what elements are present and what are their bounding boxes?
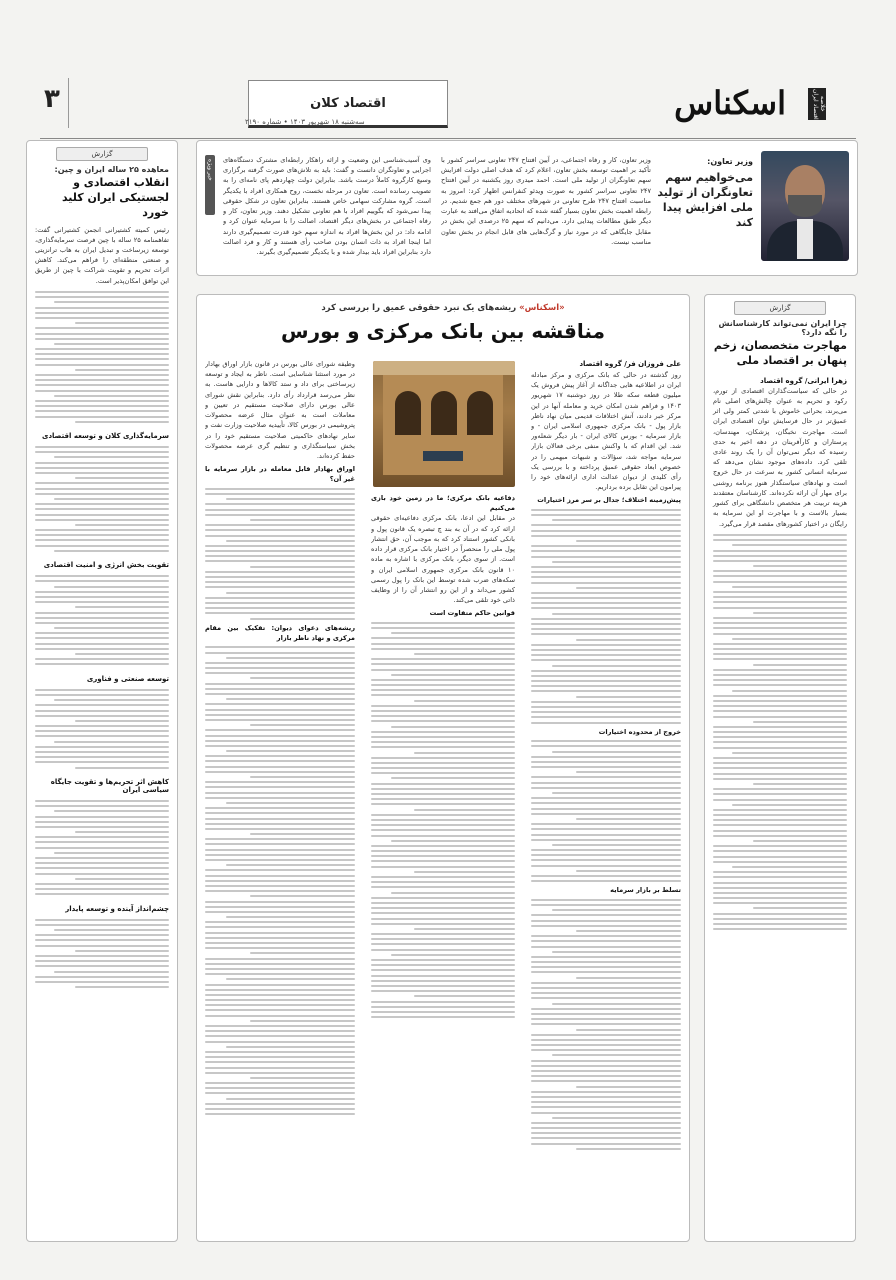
logo-text: اسکناس xyxy=(674,84,786,122)
left-report-lines-4 xyxy=(27,684,177,774)
main-column-2 xyxy=(371,493,515,1229)
main-title: مناقشه بین بانک مرکزی و بورس xyxy=(281,319,605,343)
report-kicker: چرا ایران نمی‌تواند کارشناسانش را نگه دارد؟ xyxy=(718,319,847,337)
left-report-lines-3 xyxy=(27,570,177,671)
minister-portrait xyxy=(761,151,849,261)
top-story-box xyxy=(196,140,858,276)
main-subhead-3: اوراق بهادار قابل معامله در بازار سرمایه با غیر آن؟ xyxy=(205,465,355,484)
section-title: اقتصاد کلان xyxy=(248,80,448,128)
report-column-right xyxy=(704,294,856,1242)
main-subhead-2: قوانین حاکم متفاوت است xyxy=(429,609,515,618)
top-story-side-tag xyxy=(205,155,215,215)
left-subhead-5: چشم‌انداز آینده و توسعه پایدار xyxy=(65,904,169,913)
left-report-lines-2 xyxy=(27,441,177,557)
bank-building-photo xyxy=(373,361,515,487)
main-kicker xyxy=(197,303,689,313)
top-story-text-left: وی آسیب‌شناسی این وضعیت و ارائه راهکار رابطه‌ای مشترک دستگاه‌های اجرایی و تعاونگران دانست و گفت: باید به تلاش‌های صورت گرفته برگزاری وسیع کارگروه کاملاً درست باشد. بنابراین دولت چهاردهم پای نامه‌ای را به تصویب رسانده است. تعاون در مرحله نخست، روح همکاری افراد با یکدیگر است. گروه مشارکت سهامی خاص هستند. بنابراین تعاون در شکل حقوقی پیدا نمی‌شود که بگوییم افراد با هم تعاونی تشکیل دهند. وزیر تعاون، کار و رفاه اجتماعی در بخش‌های دیگر اقتصاد، اصالت را با سرمایه عنوان کرد و ادامه داد: در این بخش‌ها افراد به اندازه سهم خود قدرت تصمیم‌گیری دارند اما اینجا افراد به ذات انسان بودن صاحب رأی هستند و کار و فرد اصالت دارد بنابراین افراد باید بیدار شده و با یکدیگر تصمیم‌گیری بگیرند. xyxy=(223,156,431,256)
main-col1-text: روز گذشته در حالی که بانک مرکزی و مرکز مبادله ایران در اطلاعیه هایی جداگانه از آغاز پیش فروش یک میلیون قطعه سکه طلا در روز دوشنبه ۱۷ شهریور ۱۴۰۳ و فراهم شدن امکان خرید و معامله آنها در این مرکز خبر دادند، آتش اختلافات قدیمی میان نهاد ناظر بازار پول - بانک مرکزی جمهوری اسلامی ایران - و بازار سرمایه - بورس کالای ایران - بار دیگر شعله‌ور شد. این اقدام که با واکنش منفی برخی فعالان بازار سرمایه مواجه شد، سؤالات و شبهات مبهمی را در خصوص ابعاد حقوقی عمیق پرداخته و با بررسی یک رأی کلیدی از دیوان عدالت اداری ارائه‌های خود را پیرامون این تقابل برده برداریم. xyxy=(531,370,681,492)
main-subhead-1: دفاعیه بانک مرکزی؛ ما در زمین خود بازی می‌کنیم xyxy=(371,494,515,513)
side-tag-text: خبر ویژه xyxy=(206,159,214,181)
report-headline: مهاجرت متخصصان، زخم پنهان بر اقتصاد ملی xyxy=(713,339,847,367)
left-report-tag: گزارش xyxy=(56,147,148,161)
top-story-text-right: وزیر تعاون، کار و رفاه اجتماعی، در آیین افتتاح ۲۴۷ تعاونی سراسر کشور با تأکید بر اهمیت توسعه بخش تعاون، اعلام کرد که هدف اصلی دولت افزایش سهم تعاونگران از تولید ملی است. احمد میدری روز یکشنبه در آیین افتتاح ۲۴۷ تعاونی سراسر کشور به صورت ویدئو کنفرانس اظهار کرد: امروز به مناسبت افتتاح ۲۴۷ طرح تعاونی در شهرهای مختلف دور هم جمع شدیم. در رابطه اهمیت بخش تعاون بسیار گفته شده که اتحادیه اتفاق می‌افتد به عبارت دیگر طبق مطالعات پیدایی دارد. می‌دانیم که سهم ۲۵ درصدی این بخش در مقابل جایگاهی که در مورد نیاز و گرگ‌هایی های قابل انجام در بخش تعاون مناسب نیست. xyxy=(441,156,651,246)
report-byline: زهرا ایرانی/ گروه اقتصاد xyxy=(760,376,847,385)
main-kicker-text: ریشه‌های یک نبرد حقوقی عمیق را بررسی کرد xyxy=(321,303,517,313)
top-story-headline: می‌خواهیم سهم تعاونگران از تولید ملی افزایش پیدا کند xyxy=(657,171,753,229)
left-subhead-2: تقویت بخش انرژی و امنیت اقتصادی xyxy=(43,561,169,570)
main-subhead-6: خروج از محدوده اختیارات xyxy=(598,727,681,736)
main-column-1 xyxy=(531,359,681,1229)
photo-arch xyxy=(395,391,421,435)
main-kicker-brand: «اسکناس» xyxy=(519,303,565,313)
left-report-body: رئیس کمیته کشتیرانی انجمن کشتیرانی گفت: تفاهمنامه ۲۵ ساله با چین فرصت سرمایه‌گذاری، توسعه زیرساخت و تبدیل ایران به هاب ترانزیتی و صنعتی منطقه‌ای را فراهم می‌کند. کاهش اثرات تحریم و تقویت شراکت با چین از طریق این توافق امکان‌پذیر است. xyxy=(35,225,169,285)
left-report-lines-6 xyxy=(27,914,177,994)
main-col1-lines-a xyxy=(531,509,681,724)
main-col2-lines xyxy=(371,622,515,1018)
main-byline: علی فروزان فر/ گروه اقتصاد xyxy=(579,360,681,368)
portrait-shirt xyxy=(797,219,813,259)
main-column-3 xyxy=(205,359,355,1229)
left-report-kicker: معاهده ۲۵ ساله ایران و چین: xyxy=(54,165,169,174)
photo-arch xyxy=(431,391,457,435)
photo-sky xyxy=(373,361,515,375)
header-divider xyxy=(68,78,69,128)
left-report-lines-1 xyxy=(27,286,177,428)
left-report-lines-5 xyxy=(27,795,177,901)
page-header xyxy=(40,72,856,139)
main-subhead-5: پیش‌زمینه اختلاف؛ جدال بر سر مرز اختیارات xyxy=(537,496,681,505)
main-col3-lines-a xyxy=(205,488,355,620)
report-body: در حالی که سیاست‌گذاران اقتصادی از تورم، رکود و تحریم به عنوان چالش‌های اصلی نام می‌برند، بحرانی خاموش با شدتی کمتر ولی اثر عمیق‌تر در حال فرسایش توان اقتصادی ایران است. مهاجرت نخبگان، پزشکان، مهندسان، پرستاران و کارآفرینان در دهه اخیر به حدی رسیده که دیگر نمی‌توان آن را یک روند عادی تلقی کرد. داده‌های موجود نشان می‌دهد که سرمایه انسانی کشور به سرعت در حال خروج است و نهادهای سیاستگذار هنوز برنامه روشنی برای مهار آن ارائه نکرده‌اند. کارشناسان معتقدند هزینه تربیت هر متخصص دانشگاهی برای کشور بسیار بالاست و با مهاجرت او این سرمایه به رایگان در اختیار کشورهای مقصد قرار می‌گیرد. xyxy=(713,386,847,528)
left-subhead-1: سرمایه‌گذاری کلان و توسعه اقتصادی xyxy=(42,431,169,440)
main-col2-text: در مقابل این ادعا، بانک مرکزی دفاعیه‌ای حقوقی ارائه کرد که در آن به بند چ تبصره یک قانون پول و بانکی کشور استناد کرد که به موجب آن، حق انتشار پول ملی را منحصراً در اختیار بانک مرکزی قرار داده است. از سوی دیگر، بانک مرکزی با اشاره به ماده ۱۰ قانون بانک مرکزی جمهوری اسلامی ایران و سکه‌های ضرب شده توسط این بانک را پول رسمی کشور می‌داند و از این رو انتشار آن را از وظایف ذاتی خود تلقی می‌کند. xyxy=(371,514,515,605)
report-tag: گزارش xyxy=(734,301,826,315)
photo-sign xyxy=(423,451,463,461)
main-col3-lines-b xyxy=(205,646,355,1115)
dateline: سه‌شنبه ۱۸ شهریور ۱۴۰۳ • شماره ۲۱۹۰ xyxy=(245,118,365,126)
logo-subtitle: خلاصه اقتصاد ایران xyxy=(808,88,826,120)
page-number: ۳ xyxy=(44,84,60,114)
report-body-continued xyxy=(705,529,855,936)
main-subhead-7: تسلط بر بازار سرمایه xyxy=(610,886,681,895)
main-article xyxy=(196,294,690,1242)
main-subhead-4: ریشه‌های دعوای دیوان: تفکیک بین مقام مرکزی و نهاد ناظر بازار xyxy=(205,623,355,642)
photo-arch xyxy=(467,391,493,435)
top-story-kicker: وزیر تعاون: xyxy=(707,157,753,166)
report-column-left xyxy=(26,140,178,1242)
masthead-logo[interactable] xyxy=(676,84,826,122)
main-col3-text: وظیفه شورای عالی بورس در قانون بازار اوراق بهادار در مورد استثنا شناسایی است. ناظر به ایجاد و توسعه زیرساختی برای داد و ستد کالاها و دارایی هاست. به نظر می‌رسد قرارداد رأی دارد. بنابراین نقش شورای عالی بورس دارای صلاحیت مستقیم در تعیین و معاملات است به عنوان مثال عرضه محصولات پتروشیمی در بورس کالا، تأییدیه صلاحیت وزارت نفت و سایر نهادهای حاکمیتی صلاحیت مستقیم خود را در بخش سیاستگذاری و تنظیم گری عرضه محصولات حفظ کرده‌اند. xyxy=(205,360,355,460)
main-col1-lines-b xyxy=(531,740,681,882)
main-col1-lines-c xyxy=(531,899,681,1150)
portrait-beard xyxy=(788,195,822,217)
left-subhead-4: کاهش اثر تحریم‌ها و تقویت جایگاه سیاسی ایران xyxy=(50,777,169,794)
left-report-headline: انقلاب اقتصادی و لجستیکی ایران کلید خورد xyxy=(61,176,169,219)
left-subhead-3: توسعه صنعتی و فناوری xyxy=(86,674,169,683)
